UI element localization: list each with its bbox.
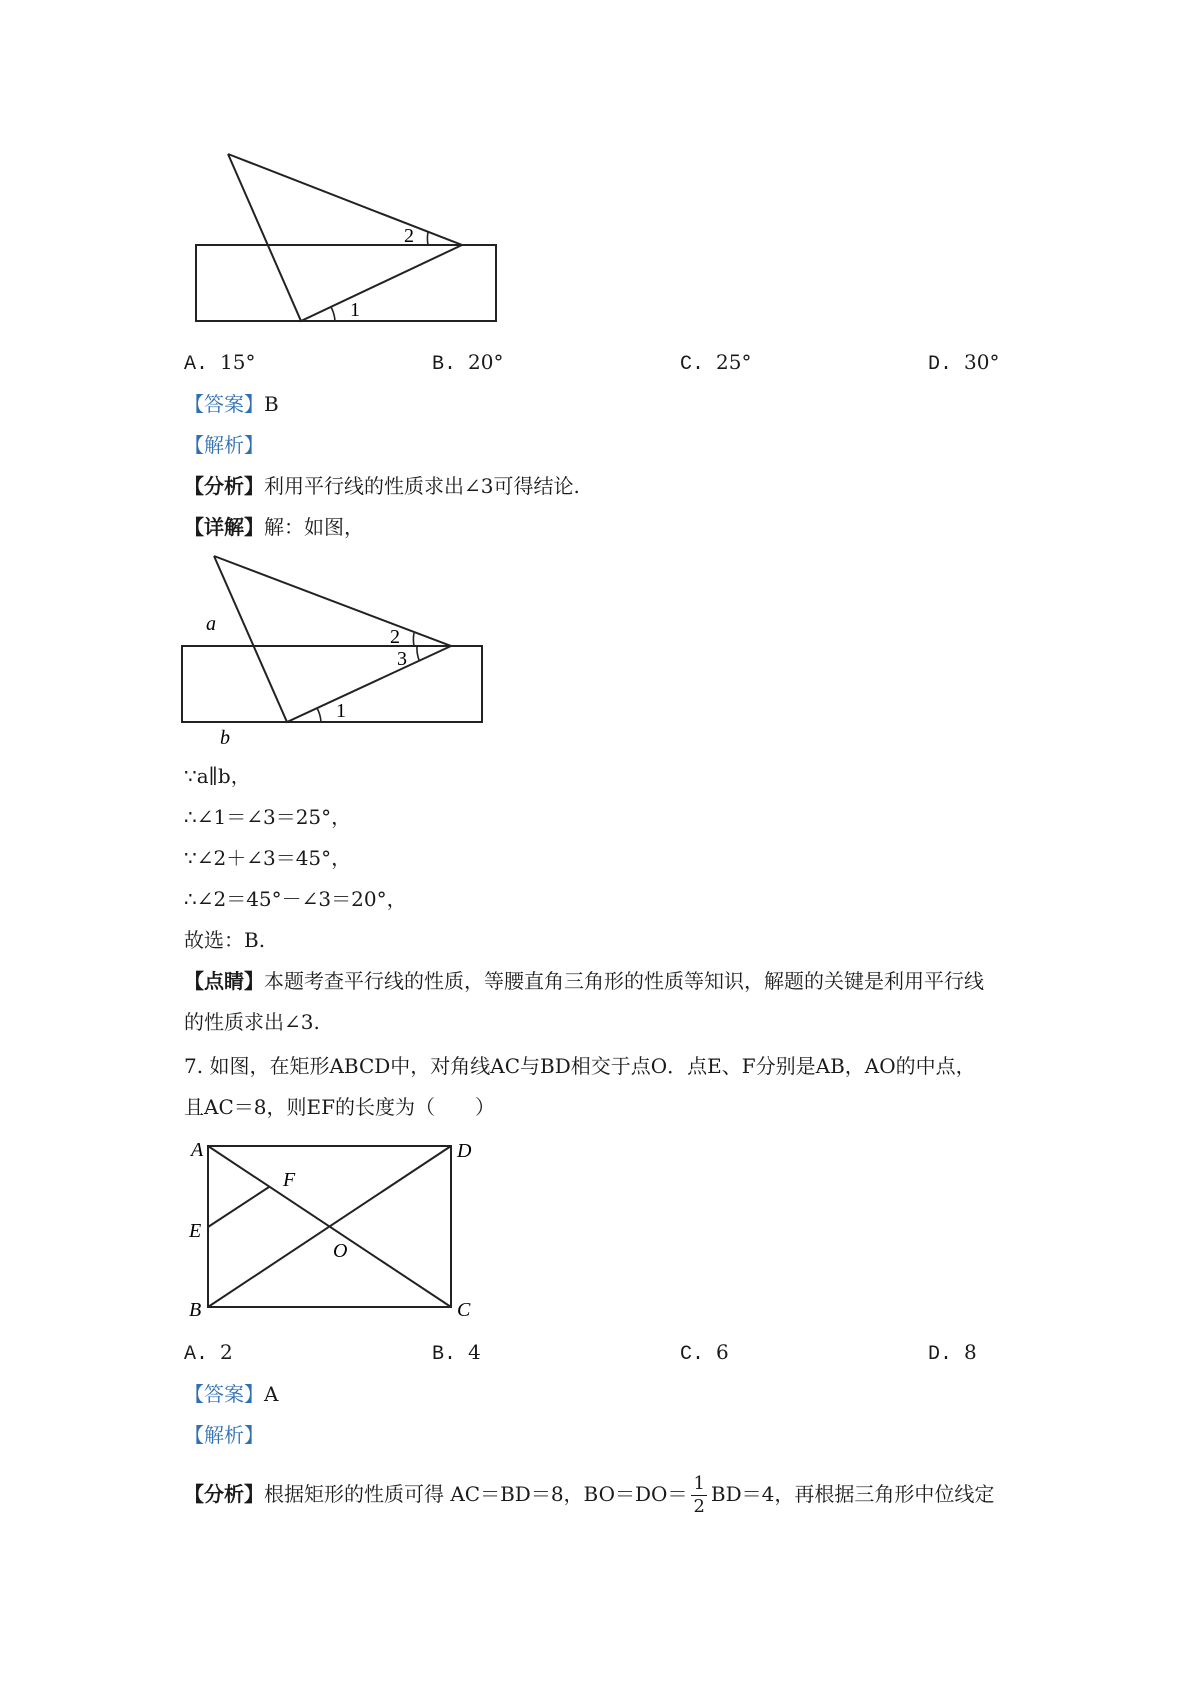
q6-xiangjie: 【详解】解：如图， bbox=[184, 515, 364, 539]
angle-label-1: 1 bbox=[336, 700, 346, 722]
q6-answer: 【答案】B bbox=[184, 392, 279, 416]
q6-step-4: ∴∠2＝45°－∠3＝20°， bbox=[184, 887, 407, 911]
q7-answer: 【答案】A bbox=[184, 1382, 279, 1406]
q6-analysis-heading: 【解析】 bbox=[184, 433, 264, 457]
point-d: D bbox=[457, 1140, 472, 1162]
q7-option-c[interactable]: C. 6 bbox=[680, 1340, 729, 1366]
angle-label-1: 1 bbox=[350, 299, 360, 321]
q6-option-c[interactable]: C. 25° bbox=[680, 350, 752, 376]
triangle bbox=[214, 556, 451, 722]
line-label-a: a bbox=[206, 613, 216, 635]
point-f: F bbox=[283, 1169, 296, 1191]
q7-fenxi: 【分析】根据矩形的性质可得 AC＝BD＝8，BO＝DO＝ $\frac{1}{2}$ BD＝4，再根据三角形中位线定 bbox=[184, 1473, 995, 1517]
point-c: C bbox=[457, 1299, 471, 1321]
q7-analysis-heading: 【解析】 bbox=[184, 1423, 264, 1447]
q6-step-2: ∴∠1＝∠3＝25°， bbox=[184, 805, 352, 829]
angle-label-2: 2 bbox=[404, 225, 414, 247]
q6-fenxi: 【分析】利用平行线的性质求出∠3可得结论. bbox=[184, 474, 580, 498]
q6-figure-2 bbox=[176, 548, 496, 748]
point-b: B bbox=[189, 1299, 202, 1321]
q7-stem-line-2: 且AC＝8，则EF的长度为（ ） bbox=[184, 1095, 495, 1119]
ruler-rectangle bbox=[182, 646, 482, 722]
q6-option-d[interactable]: D. 30° bbox=[928, 350, 1000, 376]
line-label-b: b bbox=[220, 727, 230, 748]
q7-rectangle-figure bbox=[185, 1135, 505, 1325]
fraction-one-half: $\frac{1}{2}$ bbox=[693, 1473, 705, 1517]
q6-option-b[interactable]: B. 20° bbox=[432, 350, 504, 376]
angle-label-3: 3 bbox=[397, 648, 407, 670]
q7-option-d[interactable]: D. 8 bbox=[928, 1340, 977, 1366]
q6-step-3: ∵∠2＋∠3＝45°， bbox=[184, 846, 352, 870]
q7-option-a[interactable]: A. 2 bbox=[184, 1340, 233, 1366]
q6-dianjing-cont: 的性质求出∠3. bbox=[184, 1010, 320, 1034]
q6-step-1: ∵a∥b， bbox=[184, 764, 251, 788]
point-o: O bbox=[333, 1240, 348, 1262]
q7-stem-line-1: 7. 如图，在矩形ABCD中，对角线AC与BD相交于点O．点E、F分别是AB，AO的中点， bbox=[184, 1054, 976, 1078]
q6-figure-1 bbox=[190, 145, 530, 325]
segment-ef bbox=[208, 1187, 269, 1227]
ruler-rectangle bbox=[196, 245, 496, 321]
q7-option-b[interactable]: B. 4 bbox=[432, 1340, 481, 1366]
point-a: A bbox=[191, 1139, 204, 1161]
q6-step-5: 故选：B. bbox=[184, 928, 266, 952]
angle-label-2: 2 bbox=[390, 626, 400, 648]
point-e: E bbox=[189, 1220, 202, 1242]
q6-dianjing: 【点睛】本题考查平行线的性质，等腰直角三角形的性质等知识，解题的关键是利用平行线 bbox=[184, 969, 984, 993]
q6-option-a[interactable]: A. 15° bbox=[184, 350, 256, 376]
